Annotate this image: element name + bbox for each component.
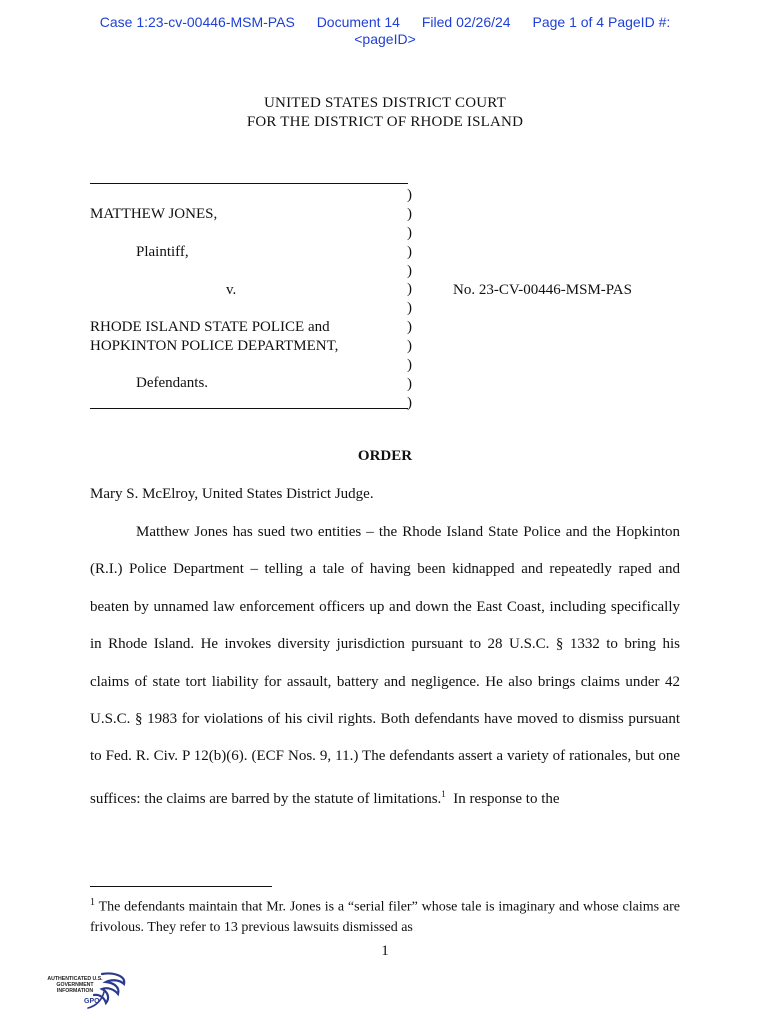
- court-heading: [0, 94, 770, 132]
- order-paragraph: [90, 514, 680, 818]
- caption-bottom-rule: [90, 408, 408, 409]
- defendant-line-1: RHODE ISLAND STATE POLICE and: [90, 319, 330, 335]
- court-line-2: FOR THE DISTRICT OF RHODE ISLAND: [246, 114, 524, 130]
- page-number: 1: [381, 943, 389, 959]
- court-line-1: UNITED STATES DISTRICT COURT: [264, 95, 506, 111]
- plaintiff-name: MATTHEW JONES,: [90, 206, 218, 222]
- gpo-authentication-logo: [44, 970, 134, 1016]
- defendant-role: Defendants.: [136, 375, 209, 391]
- order-paragraph-tail: In response to the: [453, 790, 560, 807]
- case-number: No. 23-CV-00446-MSM-PAS: [453, 282, 632, 298]
- case-number-header: Case 1:23-cv-00446-MSM-PAS: [99, 14, 295, 30]
- gpo-label: GPO: [84, 998, 100, 1005]
- ecf-header: [0, 14, 770, 48]
- plaintiff-role: Plaintiff,: [136, 244, 189, 260]
- footnote-rule: [90, 886, 272, 887]
- defendant-line-2: HOPKINTON POLICE DEPARTMENT,: [90, 338, 339, 354]
- footnote-reference: 1: [441, 788, 446, 799]
- eagle-icon: [44, 970, 134, 1016]
- versus-label: v.: [226, 282, 237, 298]
- caption-top-rule: [90, 183, 408, 184]
- footnote: [90, 893, 680, 938]
- footnote-text: The defendants maintain that Mr. Jones is a “serial filer” whose tale is imaginary and whose claims are frivolous. They refer to 13 previous lawsuits dismissed as: [90, 899, 680, 935]
- order-paragraph-text: Matthew Jones has sued two entities – the Rhode Island State Police and the Hopkinton (R.I.) Police Department – telling a tale of having been kidnapped and repeatedly raped and beaten by unnamed law enforcement officers up and down the East Coast, including specifically in Rhode Island. He invokes diversity jurisdiction pursuant to 28 U.S.C. § 1332 to bring his claims of state tort liability for assault, battery and negligence. He also brings claims under 42 U.S.C. § 1983 for violations of his civil rights. Both defendants have moved to dismiss pursuant to Fed. R. Civ. P 12(b)(6). (ECF Nos. 9, 11.) The defendants assert a variety of rationales, but one suffices: the claims are barred by the statute of limitations.: [90, 524, 680, 807]
- order-title: ORDER: [357, 448, 413, 464]
- caption-parentheses: ) ) ) ) ) ) ) ) ) ) ) ): [407, 187, 412, 411]
- document-number-header: Document 14: [316, 14, 400, 30]
- gpo-authentication-text: AUTHENTICATED U.S. GOVERNMENT INFORMATION: [47, 976, 103, 994]
- pageid-header: <pageID>: [354, 31, 416, 47]
- filed-date-header: Filed 02/26/24: [421, 14, 511, 30]
- footnote-marker: 1: [90, 897, 95, 908]
- judge-line: Mary S. McElroy, United States District Judge.: [90, 486, 374, 502]
- page-count-header: Page 1 of 4 PageID #:: [532, 14, 671, 30]
